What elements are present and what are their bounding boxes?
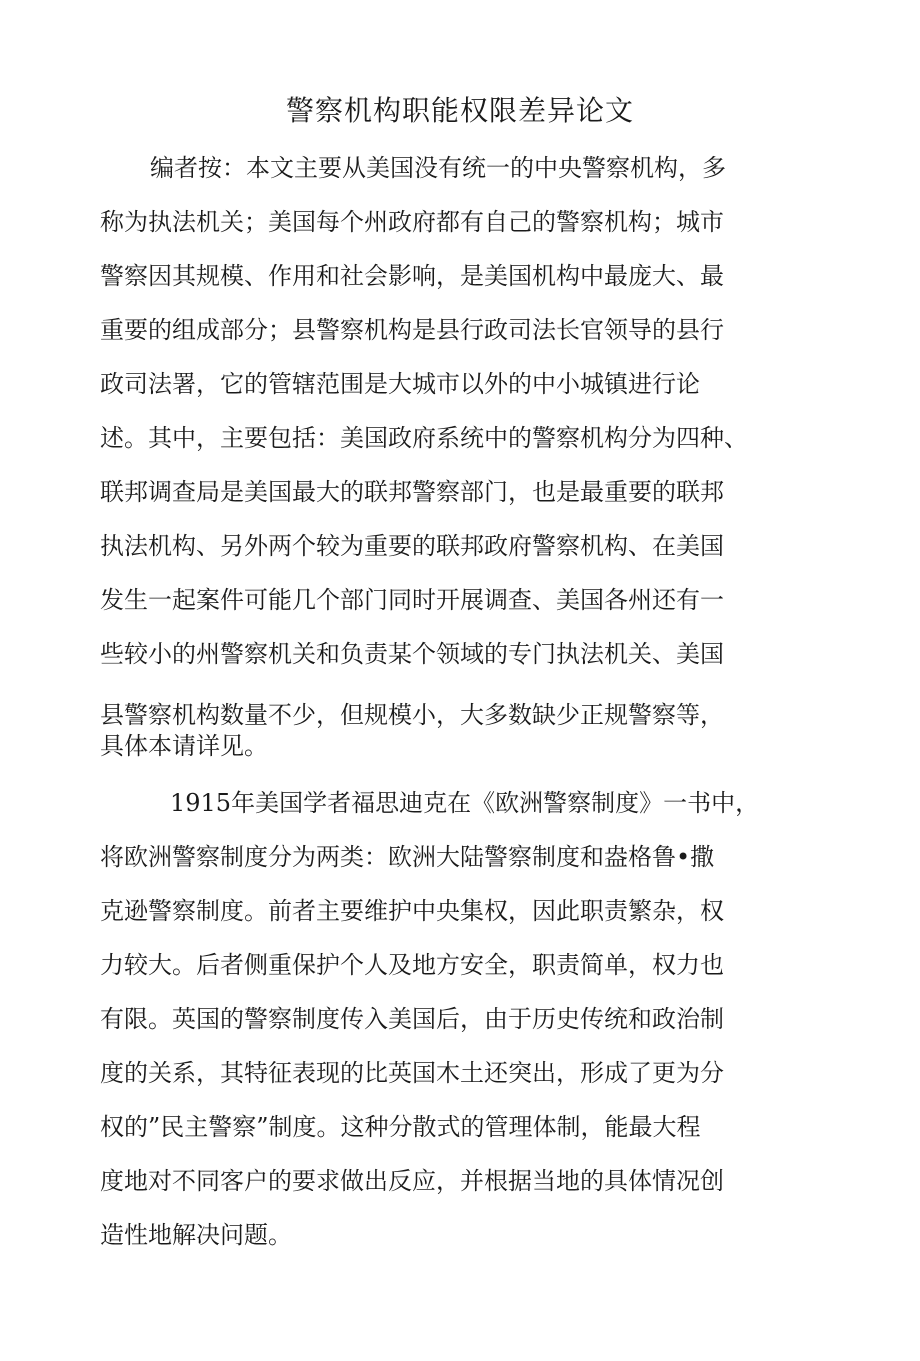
paragraph-line: 有限。英国的警察制度传入美国后，由于历史传统和政治制 — [100, 1005, 724, 1033]
paragraph-line: 具体本请详见。 — [100, 732, 268, 760]
paragraph-line: 造性地解决问题。 — [100, 1221, 292, 1249]
paragraph-line: 发生一起案件可能几个部门同时开展调查、美国各州还有一 — [100, 586, 724, 614]
paragraph-line: 度的关系，其特征表现的比英国木土还突出，形成了更为分 — [100, 1059, 724, 1087]
paragraph-line: 重要的组成部分；县警察机构是县行政司法长官领导的县行 — [100, 316, 724, 344]
paragraph-line: 力较大。后者侧重保护个人及地方安全，职责简单，权力也 — [100, 951, 724, 979]
paragraph-line: 称为执法机关；美国每个州政府都有自己的警察机构；城市 — [100, 208, 724, 236]
paragraph-line: 1915年美国学者福思迪克在《欧洲警察制度》一书中， — [170, 789, 760, 817]
paragraph-line: 执法机构、另外两个较为重要的联邦政府警察机构、在美国 — [100, 532, 724, 560]
paragraph-line: 些较小的州警察机关和负责某个领域的专门执法机关、美国 — [100, 640, 724, 668]
paragraph-line: 权的”民主警察”制度。这种分散式的管理体制，能最大程 — [100, 1113, 701, 1141]
paragraph-line: 度地对不同客户的要求做出反应，并根据当地的具体情况创 — [100, 1167, 724, 1195]
paragraph-line: 联邦调查局是美国最大的联邦警察部门，也是最重要的联邦 — [100, 478, 724, 506]
paragraph-line: 述。其中，主要包括：美国政府系统中的警察机构分为四种、 — [100, 424, 748, 452]
paragraph-line: 警察因其规模、作用和社会影响，是美国机构中最庞大、最 — [100, 262, 724, 290]
paragraph-line: 将欧洲警察制度分为两类：欧洲大陆警察制度和盎格鲁•撒 — [100, 843, 715, 871]
paragraph-line: 县警察机构数量不少，但规模小，大多数缺少正规警察等， — [100, 701, 724, 729]
paragraph-line: 编者按：本文主要从美国没有统一的中央警察机构，多 — [150, 154, 726, 182]
paragraph-line: 政司法署，它的管辖范围是大城市以外的中小城镇进行论 — [100, 370, 700, 398]
document-title: 警察机构职能权限差异论文 — [285, 94, 634, 127]
paragraph-line: 克逊警察制度。前者主要维护中央集权，因此职责繁杂，权 — [100, 897, 724, 925]
